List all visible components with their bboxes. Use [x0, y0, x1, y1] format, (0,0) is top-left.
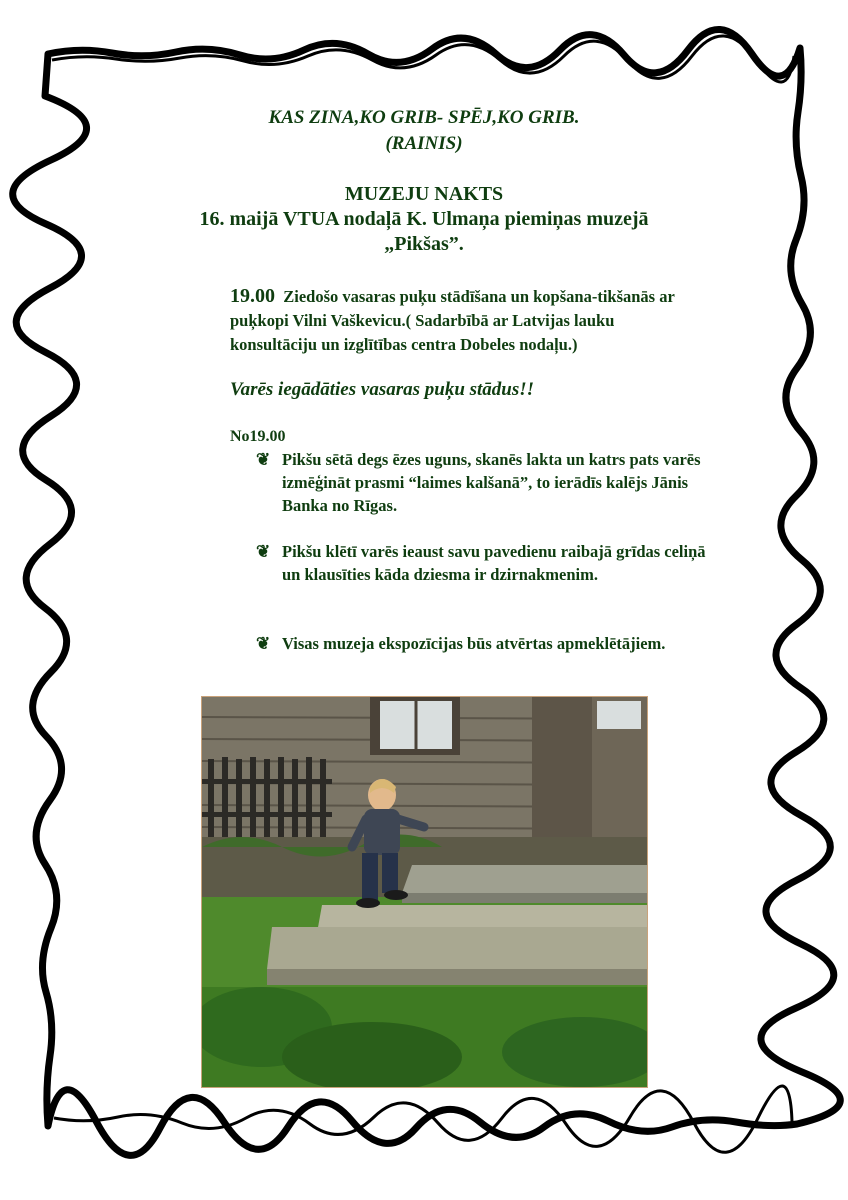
museum-photo: [201, 696, 648, 1088]
leaf-bullet-icon: ❦: [256, 450, 271, 469]
list-item-text: Pikšu klētī varēs ieaust savu pavedienu raibajā grīdas celiņā un klausīties kāda dziesma ir dzirnakmenim.: [282, 542, 706, 584]
program-text-1: Ziedošo vasaras puķu stādīšana un kopšana-tikšanās ar puķkopi Vilni Vaškevicu.( Sadarbībā ar Latvijas lauku konsultāciju un izglītības centra Dobeles nodaļu.): [230, 287, 675, 354]
leaf-bullet-icon: ❦: [256, 542, 271, 561]
list-item-text: Visas muzeja ekspozīcijas būs atvērtas apmeklētājiem.: [282, 634, 666, 653]
list-item-text: Pikšu sētā degs ēzes uguns, skanēs lakta un katrs pats varēs izmēģināt prasmi “laimes kalšanā”, to ierādīs kalējs Jānis Banka no Rīgas.: [282, 450, 701, 515]
event-location: 16. maijā VTUA nodaļā K. Ulmaņa piemiņas muzejā: [199, 208, 649, 230]
list-item: [256, 632, 716, 655]
leaf-bullet-icon: ❦: [256, 634, 271, 653]
program-item-1: [230, 284, 700, 357]
seedlings-note: Varēs iegādāties vasaras puķu stādus!!: [230, 379, 535, 400]
list-item: [256, 448, 716, 517]
motto-attribution: (RAINIS): [385, 133, 463, 154]
event-title: MUZEJU NAKTS: [344, 183, 504, 205]
motto-line-1: KAS ZINA,KO GRIB- SPĒJ,KO GRIB.: [268, 107, 580, 128]
program-time-1: 19.00: [230, 285, 275, 307]
program-time-2: No19.00: [230, 428, 286, 445]
list-item: [256, 540, 716, 586]
museum-photo-illustration: [202, 697, 648, 1088]
event-venue: „Pikšas”.: [384, 233, 464, 255]
